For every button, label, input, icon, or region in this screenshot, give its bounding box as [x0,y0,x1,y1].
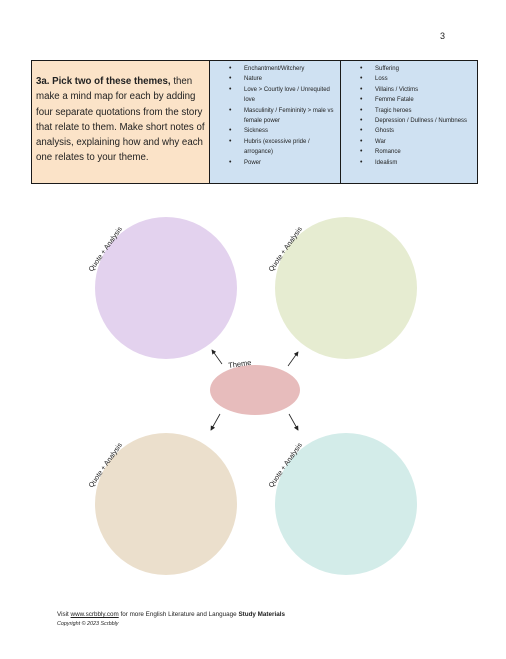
footer-middle: for more English Literature and Language [118,611,239,618]
theme-item: • Depression / Dullness / Numbness [349,116,472,126]
theme-item: • Sickness [218,126,335,136]
theme-item: • Love > Courtly love / Unrequited love [218,85,335,106]
theme-item: • Hubris (excessive pride / arrogance) [218,137,335,158]
theme-item: • Villains / Victims [349,85,472,95]
circle-label-bottom-right: Quote + Analysis [267,441,304,490]
theme-item: • Masculinity / Femininity > male vs female power [218,106,335,127]
arrow-top-left [212,350,222,364]
theme-item: • War [349,137,472,147]
theme-item: • Romance [349,147,472,157]
instructions-body: then make a mind map for each by adding four separate quotations from the story that relate to them. Make short notes of analysis, explaining how and why each one relates to your theme. [36,76,205,164]
theme-item: • Enchantment/Witchery [218,64,335,74]
footer-bold: Study Materials [238,611,285,618]
theme-item: • Nature [218,74,335,84]
footer-prefix: Visit [57,611,71,618]
circle-label-top-right: Quote + Analysis [267,225,304,274]
theme-item: • Loss [349,74,472,84]
arrow-top-right [288,352,298,366]
footer-text [57,611,285,618]
arrow-bottom-left [211,414,220,430]
circle-label-bottom-left: Quote + Analysis [87,441,124,490]
theme-item: • Idealism [349,158,472,168]
theme-item: • Power [218,158,335,168]
theme-item: • Tragic heroes [349,106,472,116]
theme-item: • Suffering [349,64,472,74]
theme-item: • Ghosts [349,126,472,136]
instructions-heading: 3a. Pick two of these themes, [36,76,171,87]
arrow-bottom-right [289,414,298,430]
page-number: 3 [440,31,446,41]
circle-label-top-left: Quote + Analysis [87,225,124,274]
theme-label: Theme [227,357,252,371]
copyright: Copyright © 2023 Scrbbly [57,621,119,627]
theme-ellipse[interactable] [210,365,300,415]
theme-item: • Femme Fatale [349,95,472,105]
footer-link[interactable]: www.scrbbly.com [70,611,119,618]
